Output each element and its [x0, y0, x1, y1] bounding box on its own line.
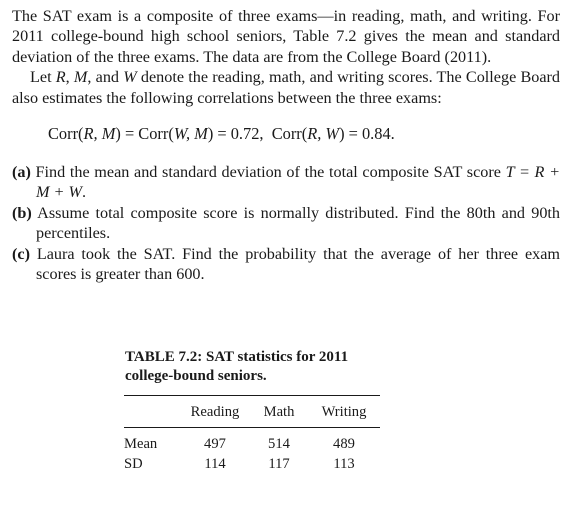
sat-statistics-table	[124, 396, 380, 474]
table-header-cell	[124, 396, 180, 422]
var-w: W	[123, 68, 137, 87]
corr-1-fn: Corr(	[48, 124, 84, 144]
table-cell: 514	[268, 435, 290, 452]
table-header-cell: Writing	[321, 403, 367, 420]
part-b-label: (b)	[12, 203, 32, 222]
sat-table	[124, 348, 380, 474]
part-a	[12, 162, 560, 203]
corr-3-args: R, W	[307, 124, 340, 144]
corr-2-fn: Corr(	[138, 124, 174, 144]
table-row	[124, 428, 380, 454]
corr-1-close: ) =	[115, 124, 139, 144]
intro-paragraph: The SAT exam is a composite of three exams—in reading, math, and writing. For 2011 college-bound high school seniors, Table 7.2 gives the mean and standard deviation of the three exams. The data are from the College Board (2011).	[12, 7, 560, 66]
variables-sep-2: , and	[87, 68, 124, 87]
corr-2-close: ) = 0.72,	[207, 124, 264, 144]
corr-3-close: ) = 0.84.	[339, 124, 395, 144]
variables-text-pre: Let	[30, 68, 56, 87]
corr-1-args: R, M	[83, 124, 116, 144]
table-header-cell: Math	[263, 403, 295, 420]
problem-text	[12, 6, 560, 284]
table-cell: 117	[268, 455, 290, 472]
part-c-label: (c)	[12, 244, 30, 263]
part-b-text: Assume total composite score is normally distributed. Find the 80th and 90th percentiles.	[36, 203, 560, 243]
table-cell: 489	[333, 435, 355, 452]
correlation-equation	[48, 124, 560, 144]
table-row	[124, 454, 380, 474]
part-c-text: Laura took the SAT. Find the probability that the average of her three exam scores is greater than 600.	[36, 244, 560, 284]
corr-3-fn: Corr(	[271, 124, 308, 144]
table-row-label: Mean	[124, 435, 158, 452]
corr-2-args: W, M	[173, 124, 208, 144]
variables-paragraph	[12, 67, 560, 108]
table-cell: 114	[204, 455, 226, 472]
table-row-label: SD	[124, 455, 143, 472]
var-r: R	[55, 68, 66, 87]
part-a-text-pre: Find the mean and standard deviation of the total composite SAT score	[35, 163, 506, 182]
part-a-label: (a)	[12, 163, 31, 182]
table-header-cell: Reading	[190, 403, 240, 420]
table-cell: 497	[204, 435, 226, 452]
part-b	[12, 203, 560, 244]
var-m: M	[73, 68, 88, 87]
variables-text-post: denote the reading, math, and writing scores. The College Board also estimates the following correlations between the three exams:	[12, 68, 561, 107]
table-cell: 113	[333, 455, 355, 472]
part-a-formula: T = R + M + W	[36, 163, 560, 202]
part-a-text-post: .	[82, 183, 87, 202]
table-header-row	[124, 396, 380, 422]
table-caption: TABLE 7.2: SAT statistics for 2011 college-bound seniors.	[125, 349, 349, 384]
variables-sep-1: ,	[65, 68, 74, 87]
part-c	[12, 244, 560, 285]
